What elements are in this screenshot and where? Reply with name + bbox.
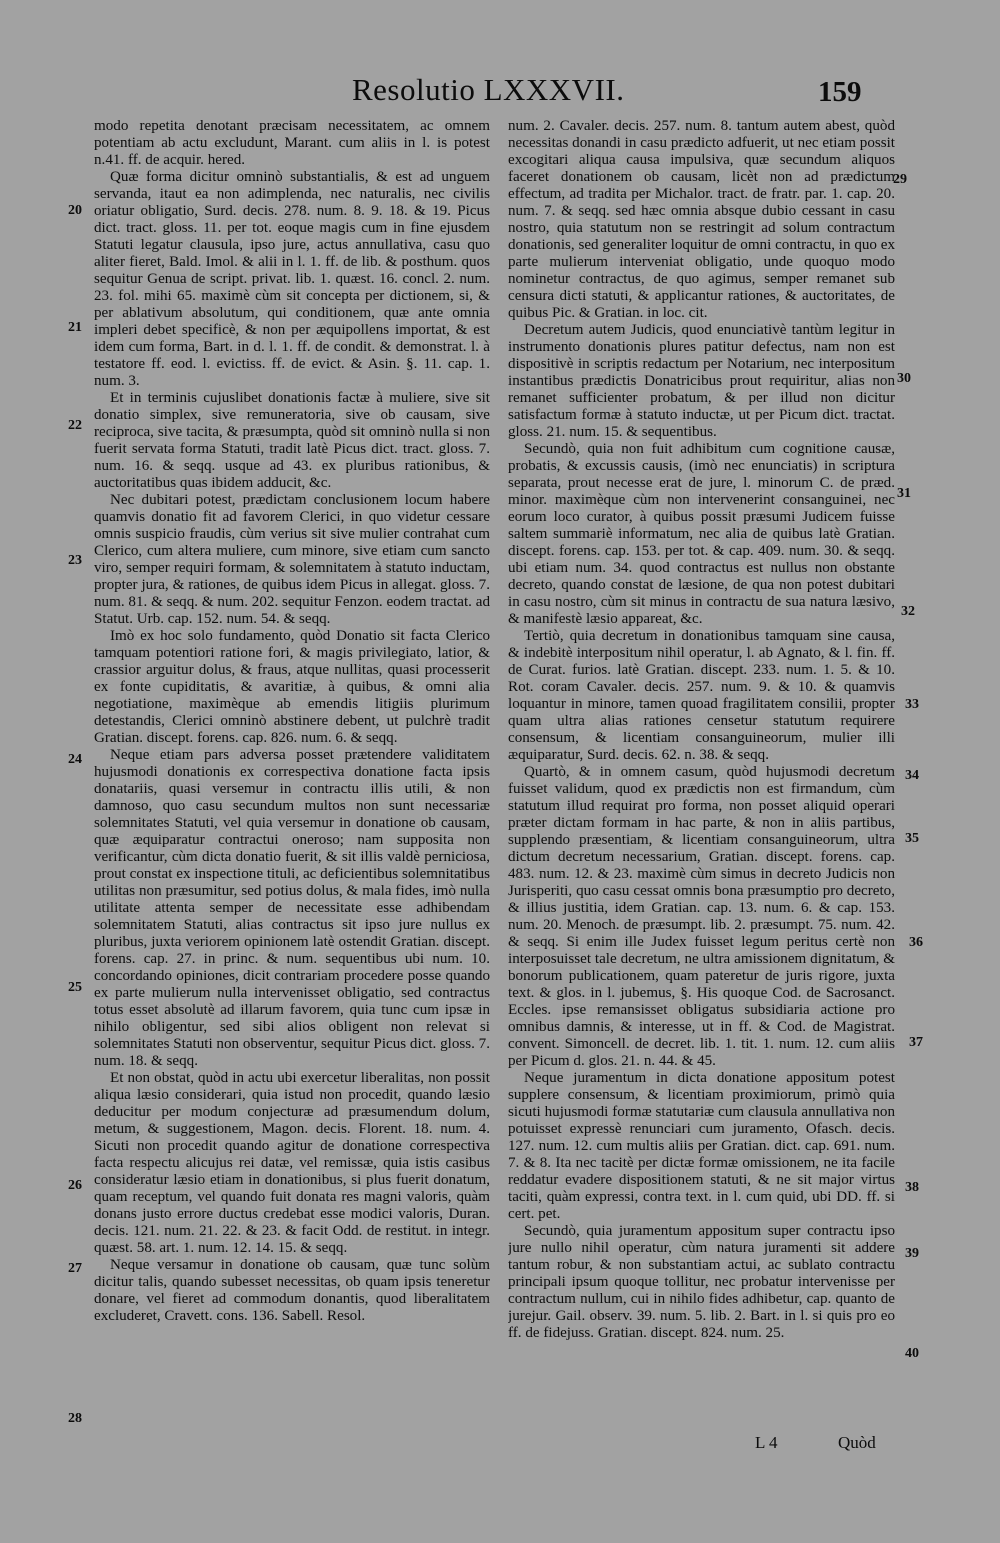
margin-number: 30 (897, 371, 911, 386)
left-paragraph-7: Et non obstat, quòd in actu ubi exercetur liberalitas, non possit aliqua læsio considerari, quia istud non procedit, quando læsio deducitur per modum conjecturæ ad præsumendum dolum, metum, & suggestionem, Magon. decis. Florent. 18. num. 4. Sicuti non procedit quando agitur de donatione correspectiva facta respectu alicujus rei datæ, vel remissæ, quia istis casibus consideratur læsio etiam in donationibus, si plus fuerit donatum, quam receptum, vel quando fuit donata res magni valoris, quàm donans justo errore ductus credebat esse modici valoris, Duran. decis. 121. num. 21. 22. & 23. & facit Odd. de restitut. in integr. quæst. 58. art. 1. num. 12. 14. 15. & seqq. (94, 1070, 490, 1256)
right-paragraph-6: Neque juramentum in dicta donatione appositum potest supplere consensum, & licentiam proximiorum, primò quia sicuti hujusmodi formæ statutariæ cum clausula annullativa non potuisset expressè renunciari cum juramento, Ofasch. decis. 127. num. 12. cum multis aliis per Gratian. dict. cap. 691. num. 7. & 8. Ita nec tacitè per dictæ formæ omissionem, ne ita facile reddatur evadere dispositionem statuti, & ne sit major virtus taciti, quàm expressi, contra text. in l. cum quid, ubi DD. ff. si cert. pet. (508, 1070, 895, 1222)
margin-number: 34 (905, 768, 919, 783)
left-paragraph-4: Nec dubitari potest, prædictam conclusionem locum habere quamvis donatio fit ad favorem Clerici, in quo videtur cessare omnis suspicio fraudis, cùm verius sit sive mulier contrahat cum Clerico, cum altera muliere, cum minore, sive etiam cum sancto viro, semper requiri formam, & solemnitatem à statuto inductam, propter jura, & rationes, de quibus idem Picus in allegat. gloss. 7. num. 81. & seqq. & num. 202. sequitur Fenzon. eodem tractat. ad Statut. Urb. cap. 152. num. 54. & seqq. (94, 492, 490, 627)
margin-number: 29 (893, 172, 907, 187)
signature-mark: L 4 (755, 1433, 778, 1452)
margin-number: 27 (68, 1261, 82, 1276)
margin-number: 35 (905, 831, 919, 846)
right-paragraph-3: Secundò, quia non fuit adhibitum cum cognitione causæ, probatis, & excussis causis, (imò nec enunciatis) in scriptura separata, prout necesse erat de jure, l. minorum C. de præd. minor. maximèque cùm non intervenerint consanguinei, nec eorum loco curator, à quibus possit præsumi Judicem fuisse saltem summariè informatum, nec alia de quibus latè Gratian. discept. forens. cap. 153. per tot. & cap. 409. num. 30. & seqq. ubi etiam num. 34. quod contractus est nullus non obstante decreto, quando constat de læsione, de qua non potest dubitari in casu nostro, cùm sit minus in contractu de sua natura læsivo, & manifestè læsio appareat, &c. (508, 441, 895, 627)
page-number: 159 (818, 76, 862, 108)
margin-number: 39 (905, 1246, 919, 1261)
margin-number: 23 (68, 553, 82, 568)
left-column (94, 118, 490, 1473)
margin-number: 28 (68, 1411, 82, 1426)
margin-number: 21 (68, 320, 82, 335)
left-paragraph-1: modo repetita denotant præcisam necessitatem, ac omnem potentiam ab actu excludunt, Marant. cum aliis in l. is potest n.41. ff. de acquir. hered. (94, 118, 490, 168)
running-header (0, 72, 1000, 122)
margin-number: 32 (901, 604, 915, 619)
margin-number: 26 (68, 1178, 82, 1193)
left-paragraph-2: Quæ forma dicitur omninò substantialis, & est ad unguem servanda, itaut ea non adimplenda, nec naturalis, nec civilis oriatur obligatio, Surd. decis. 278. num. 8. 9. 18. & 19. Picus dict. tract. gloss. 11. per tot. eoque magis cum in fine ejusdem Statuti legatur clausula, ipso jure, actus annullativa, casu quo aliter fieret, Bald. Imol. & alii in l. 1. ff. de lib. & posthum. quos sequitur Genua de script. privat. lib. 1. quæst. 16. concl. 2. num. 23. fol. mihi 65. maximè cùm sit concepta per dictionem, si, & per ablativum absolutum, qui conditionem, quæ ante omnia impleri debet specificè, & non per æquipollens importat, & est idem cum forma, Bart. in d. l. 1. ff. de condit. & demonstrat. l. à testatore ff. eod. l. evictiss. ff. de evict. & Asin. §. 11. cap. 1. num. 3. (94, 169, 490, 389)
margin-number: 25 (68, 980, 82, 995)
right-paragraph-7: Secundò, quia juramentum appositum super contractu ipso jure nullo nihil operatur, cùm natura juramenti sit addere tantum robur, & non substantiam actui, ac sublato contractu principali ipsum quoque tollitur, nec probatur intervenisse per contractum nullum, cui in nihilo fides adhibetur, cap. quanto de jurejur. Gail. observ. 39. num. 5. lib. 2. Bart. in l. si quis pro eo ff. de fidejuss. Gratian. discept. 824. num. 25. (508, 1223, 895, 1341)
left-paragraph-6: Neque etiam pars adversa posset prætendere validitatem hujusmodi donationis ex correspectiva donatione facta ipsis donatariis, quasi versemur in contractu illis utili, & non damnoso, quo casu secundum multos non sunt necessariæ solemnitates Statuti, vel quia versemur in donatione ob causam, quæ æquiparatur contractui oneroso; nam supposita non verificantur, cùm dicta donatio fuerit, & sit illis valdè perniciosa, prout constat ex inspectione tituli, ac deficientibus solemnitatibus utilitas non præsumitur, sed potius dolus, & mala fides, imò nulla utilitate attenta semper de necessitate esse adhibendam solemnitatem Statuti, alias contractus sit ipso jure nullus ex pluribus, juxta veriorem opinionem latè ostendit Gratian. discept. forens. cap. 27. in princ. & num. sequentibus ubi num. 10. concordando opiniones, dicit contrariam procedere posse quando ex parte mulierum nulla intervenisset obligatio, sed contractus totus esset absolutè ad illarum favorem, quia tunc cum ipsæ in nihilo obligentur, sed sibi alios obligent non relevat si solemnitates Statuti non observentur, sequitur Picus dict. gloss. 7. num. 18. & seqq. (94, 747, 490, 1069)
margin-number: 36 (909, 935, 923, 950)
right-paragraph-5: Quartò, & in omnem casum, quòd hujusmodi decretum fuisset validum, quod ex prædictis non est firmandum, cùm statutum illud requirat pro forma, non posset aliquid operari præter dictam formam in hac parte, & non in aliis partibus, supplendo præsentiam, & licentiam consanguineorum, ultra dictum decretum necessarium, Gratian. discept. forens. cap. 483. num. 12. & 23. maximè cùm simus in decreto Judicis non Jurisperiti, quo casu cessat omnis bona præsumptio pro decreto, & illius justitia, idem Gratian. cap. 13. num. 6. & cap. 153. num. 20. Menoch. de præsumpt. lib. 2. præsumpt. 75. num. 42. & seqq. Si enim ille Judex fuisset legum peritus certè non interposuisset tale decretum, ne ultra amissionem dignitatum, & bonorum publicationem, quam pateretur de juris rigore, juxta text. & glos. in l. jubemus, §. His quoque Cod. de Sacrosanct. Eccles. ipse remansisset obligatus subsidiaria actione pro omnibus damnis, & interesse, ut in ff. & Cod. de Magistrat. convent. Simoncell. de decret. lib. 1. tit. 1. num. 12. cum aliis per Picum d. glos. 21. n. 44. & 45. (508, 764, 895, 1069)
margin-number: 24 (68, 752, 82, 767)
right-paragraph-1: num. 2. Cavaler. decis. 257. num. 8. tantum autem abest, quòd necessitas donandi in casu prædicto adfuerit, ut nec etiam possit excogitari aliqua causa impulsiva, quæ secundum aliquos faceret donationem ob causam, licèt non ad prædictum effectum, ad tradita per Michalor. tract. de fratr. par. 1. cap. 20. num. 7. & seqq. sed hæc omnia absque dubio cessant in casu nostro, quia statutum non se restringit ad solum contractum donationis, sed generaliter loquitur de omni contractu, in quo ex parte mulierum interveniat obligatio, unde quoquo modo nominetur contractus, de quo agimus, semper remanet sub censura dicti statuti, & applicantur rationes, & auctoritates, de quibus Pic. & Gratian. in loc. cit. (508, 118, 895, 321)
margin-number: 22 (68, 418, 82, 433)
margin-number: 31 (897, 486, 911, 501)
left-paragraph-5: Imò ex hoc solo fundamento, quòd Donatio sit facta Clerico tamquam potentiori ratione fori, & magis privilegiato, latior, & crassior arguitur dolus, & fraus, atque nullitas, quasi processerit ex fonte cupiditatis, & avaritiæ, à quibus, & omni alia negotiatione, maximèque ab emendis litigiis plurimum detestandis, Clerici omninò abstinere debent, ut pulchrè tradit Gratian. discept. forens. cap. 826. num. 6. & seqq. (94, 628, 490, 746)
margin-number: 38 (905, 1180, 919, 1195)
right-column (508, 118, 895, 1473)
left-paragraph-8: Neque versamur in donatione ob causam, quæ tunc solùm dicitur talis, quando subesset necessitas, ob quam ipsis teneretur donare, vel fieret ad commodum donantis, quod liberalitatem excluderet, Cravett. cons. 136. Sabell. Resol. (94, 1257, 490, 1324)
page-title: Resolutio LXXXVII. (352, 72, 625, 107)
margin-number: 33 (905, 697, 919, 712)
catchword: Quòd (838, 1433, 876, 1452)
margin-number: 37 (909, 1035, 923, 1050)
margin-number: 20 (68, 203, 82, 218)
right-paragraph-4: Tertiò, quia decretum in donationibus tamquam sine causa, & indebitè interpositum nihil operatur, l. ab Agnato, & l. fin. ff. de Curat. furios. latè Gratian. discept. 233. num. 1. 5. & 10. Rot. coram Cavaler. decis. 257. num. 9. & 10. & quamvis loquantur in minore, tamen quoad fragilitatem consilii, propter quam ultra alias rationes censetur statutum requirere consensum, & licentiam consanguineorum, mulier illi æquiparatur, Surd. decis. 62. n. 38. & seqq. (508, 628, 895, 763)
right-paragraph-2: Decretum autem Judicis, quod enunciativè tantùm legitur in instrumento donationis plures patitur defectus, nam non est dispositivè in scriptis redactum per Notarium, nec interpositum instantibus prædictis Donatricibus prout requiritur, alias non remanet sufficienter probatum, & per illud non dicitur satisfactum formæ à statuto inductæ, ut per Picum dict. tractat. gloss. 21. num. 15. & sequentibus. (508, 322, 895, 440)
margin-number: 40 (905, 1346, 919, 1361)
left-paragraph-3: Et in terminis cujuslibet donationis factæ à muliere, sive sit donatio simplex, sive remuneratoria, sive ob causam, sive reciproca, sive tacita, & præsumpta, quòd sit omninò nulla si non fuerit servata forma Statuti, tradit latè Picus dict. tract. gloss. 7. num. 16. & seqq. usque ad 43. ex pluribus rationibus, & auctoritatibus quas ibidem adducit, &c. (94, 390, 490, 491)
